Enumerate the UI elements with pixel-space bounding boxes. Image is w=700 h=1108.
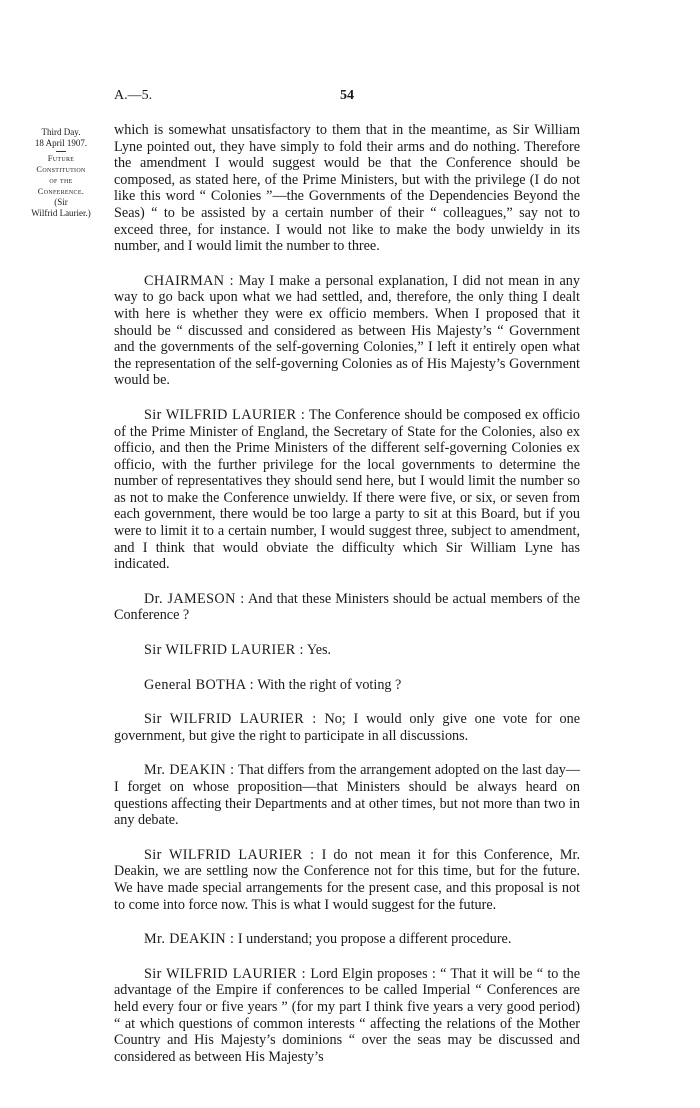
margin-note-day: Third Day.: [41, 127, 81, 137]
margin-note-speaker-2: Wilfrid Laurier.): [31, 208, 91, 218]
paragraph: [114, 966, 580, 1066]
paragraph-text: With the right of voting ?: [257, 676, 402, 693]
paragraph: [114, 762, 580, 828]
paragraph-text: Yes.: [306, 642, 332, 659]
paragraph: [114, 711, 580, 744]
margin-note: [18, 127, 104, 219]
page-header: [114, 88, 580, 106]
body-text: [114, 122, 580, 1083]
speaker-name: Sir WILFRID LAURIER :: [144, 965, 307, 982]
paragraph-text: And that these Ministers should be actual members of the Conference ?: [114, 590, 581, 624]
paragraph-text: No; I would only give one vote for one government, but give the right to participate in all discussions.: [114, 711, 580, 744]
margin-note-topic-1: Future: [47, 153, 75, 163]
speaker-name: Dr. JAMESON :: [144, 590, 245, 607]
margin-note-date: 18 April 1907.: [34, 138, 88, 148]
margin-note-topic-2: Constitution: [36, 164, 86, 174]
margin-note-speaker-1: (Sir: [54, 197, 68, 207]
paragraph: [114, 931, 580, 948]
paragraph-text: The Conference should be composed ex officio of the Prime Minister of England, the Secretary of State for the Colonies, also ex officio, and then the Prime Ministers of the different self-governing Colonies ex officio, with the further privilege for the local governments to determine the number of representatives they should send here, but I would limit the number so as not to make the Conference unwieldy. If there were five, or six, or seven from each government, there would be too large a party to sit at this Board, but if you were to limit it to a certain number, I would suggest three, subject to amendment, and I think that would obviate the difficulty which Sir William Lyne has indicated.: [114, 406, 580, 573]
paragraph: [114, 273, 580, 389]
speaker-name: Sir WILFRID LAURIER :: [144, 406, 306, 423]
paragraph-text: which is somewhat unsatisfactory to them that in the meantime, as Sir William Lyne pointed out, they have simply to fold their arms and do nothing. Therefore the amendment I would suggest would be that the Conference should be composed, as stated here, of the Prime Ministers, but with the privilege (I do not like this word “ Colonies ”—the Governments of the Dependencies Beyond the Seas) “ to be assisted by a certain number of their “ colleagues,” say not to exceed three, for instance. I would not like to make the body unwieldy in its number, and I would limit the number to three.: [114, 122, 580, 255]
paragraph: [114, 847, 580, 913]
document-reference: A.—5.: [114, 88, 153, 103]
speaker-name: Mr. DEAKIN :: [144, 762, 235, 779]
speaker-name: CHAIRMAN :: [144, 272, 234, 289]
paragraph-text: I understand; you propose a different procedure.: [237, 931, 512, 948]
speaker-name: Mr. DEAKIN :: [144, 931, 235, 948]
paragraph-text: That differs from the arrangement adopted on the last day—I forget on whose proposition—that Ministers should be always heard on questions affecting their Departments and at other times, but not more than two in any debate.: [114, 762, 581, 829]
paragraph: [114, 591, 580, 624]
speaker-name: Sir WILFRID LAURIER :: [144, 846, 315, 863]
paragraph-text: May I make a personal explanation, I did not mean in any way to go back upon what we had settled, and, therefore, the only thing I dealt with here is whether they were ex officio members. When I proposed that it should be “ discussed and considered as between His Majesty’s “ Government and the governments of the self-governing Colonies,” I left it entirely open what the representation of the self-governing Colonies as of His Majesty’s Government would be.: [114, 272, 580, 389]
margin-note-divider: [56, 151, 66, 152]
page-number: 54: [340, 88, 354, 103]
paragraph-text: I do not mean it for this Conference, Mr. Deakin, we are settling now the Conference not for this time, but for the future. We have made special arrangements for the present case, and this proposal is not to come into force now. This is what I would suggest for the future.: [114, 846, 580, 913]
paragraph: [114, 642, 580, 659]
margin-note-topic-4: Conference.: [37, 186, 85, 196]
paragraph: [114, 122, 580, 255]
speaker-name: General BOTHA :: [144, 676, 255, 693]
paragraph: [114, 677, 580, 694]
paragraph-text: Lord Elgin proposes : “ That it will be “ to the advantage of the Empire if conferences to be called Imperial “ Conferences are held every four or five years ” (for my part I think five years a very good period) “ at which questions of common interests “ affecting the relations of the Mother Country and His Majesty’s dominions “ over the seas may be discussed and considered as between His Majesty’s: [114, 965, 581, 1065]
paragraph: [114, 407, 580, 573]
margin-note-topic-3: of the: [49, 175, 73, 185]
speaker-name: Sir WILFRID LAURIER :: [144, 642, 304, 659]
speaker-name: Sir WILFRID LAURIER :: [144, 711, 317, 728]
